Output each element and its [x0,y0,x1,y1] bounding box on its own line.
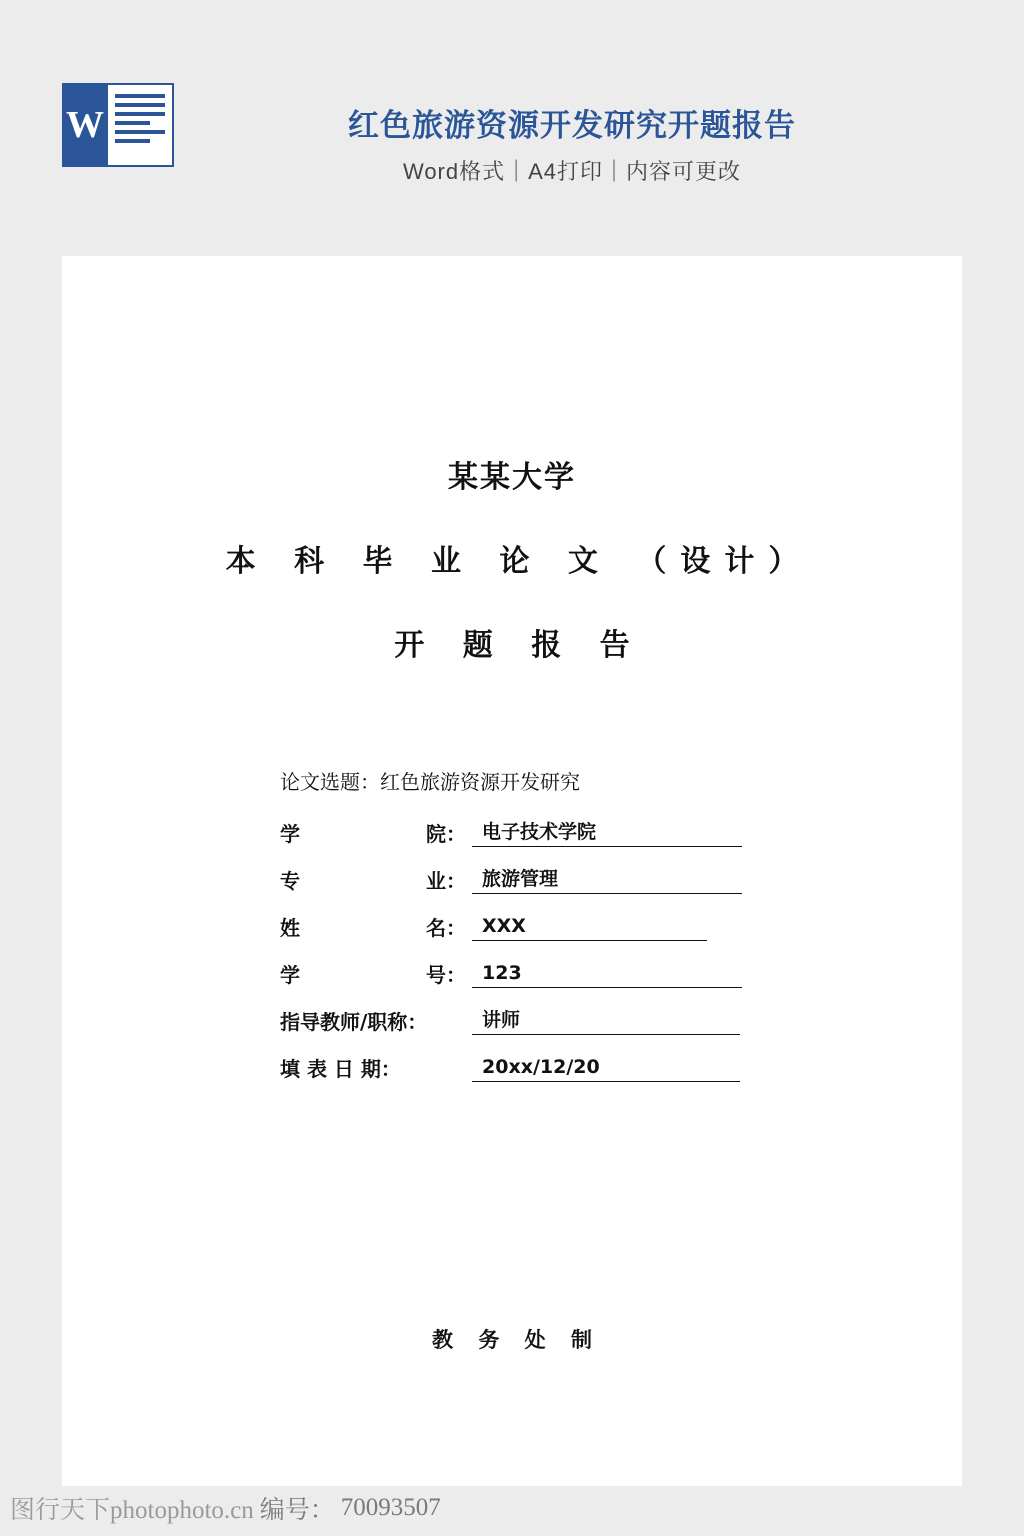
watermark-id-value: 70093507 [340,1494,441,1521]
field-label-advisor: 指导教师/职称： [280,1010,428,1034]
field-label-date: 填 表 日 期： [280,1057,401,1081]
field-row-name [280,911,840,941]
field-row-date [280,1052,840,1082]
document-title-block [62,452,962,664]
field-row-major [280,864,840,894]
field-row-college [280,817,840,847]
field-label-major: 专 业： [280,869,466,893]
field-label-name: 姓 名： [280,916,466,940]
word-logo-letter: W [62,83,108,167]
page-title: 红色旅游资源开发研究开题报告 [348,108,796,143]
field-value-college[interactable]: 电子技术学院 [472,817,742,847]
field-row-advisor [280,1005,840,1035]
watermark-id-label: 编号： [259,1497,335,1524]
report-type-line: 开 题 报 告 [394,628,644,663]
field-value-date[interactable]: 20xx/12/20 [472,1056,740,1082]
thesis-topic-row: 论文选题：红色旅游资源开发研究 [280,772,580,794]
field-value-major[interactable]: 旅游管理 [472,864,742,894]
page-subtitle: Word格式｜A4打印｜内容可更改 [402,159,742,184]
field-label-college: 学 院： [280,822,466,846]
field-value-student-id[interactable]: 123 [472,962,742,988]
metadata-fields [280,766,840,1099]
field-value-advisor[interactable]: 讲师 [472,1005,740,1035]
field-value-name[interactable]: XXX [472,915,707,941]
footer-watermark [0,1486,1024,1530]
field-label-student-id: 学 号： [280,963,466,987]
university-name: 某某大学 [448,460,576,495]
watermark-brand: 图行天下photophoto.cn [10,1497,254,1524]
header-banner [0,0,1024,256]
thesis-type-line: 本 科 毕 业 论 文 （设计） [225,544,813,579]
issuing-office: 教 务 处 制 [432,1327,601,1352]
document-sheet [62,256,962,1486]
field-row-student-id [280,958,840,988]
